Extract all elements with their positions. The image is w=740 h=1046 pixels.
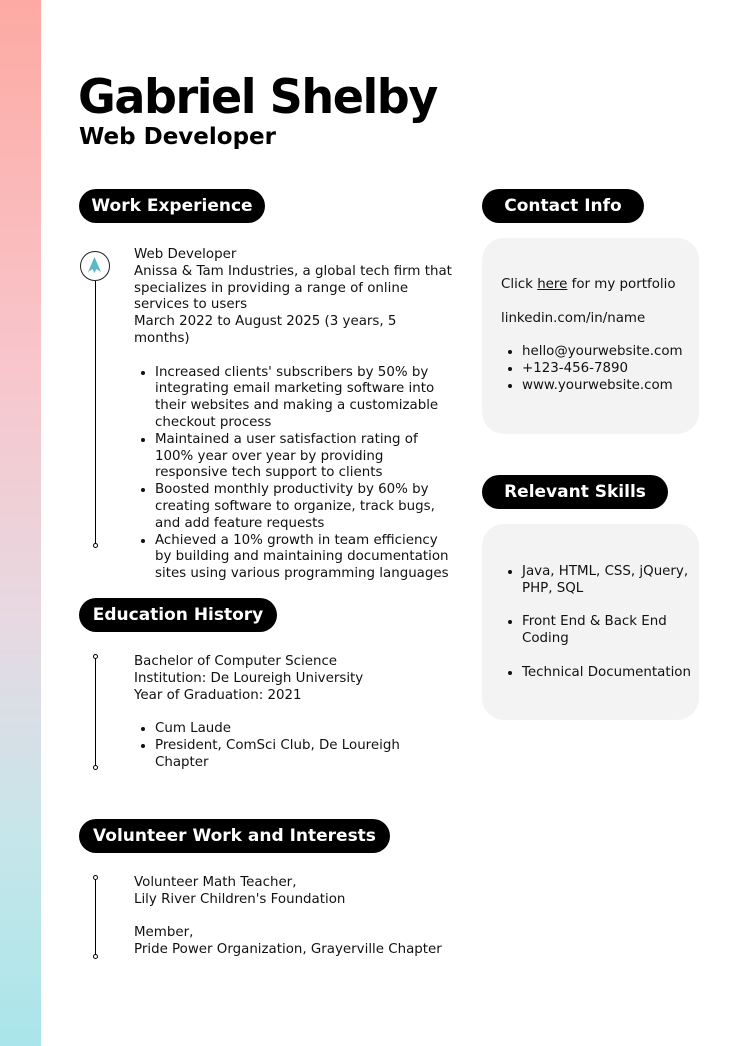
work-bullet: • Boosted monthly productivity by 60% by creating software to organize, track bugs, and add feature requests [155,482,454,532]
work-job-title: Web Developer [134,247,237,262]
contact-info-heading: Contact Info [482,189,644,223]
logo-icon [81,252,108,279]
portfolio-link[interactable]: here [537,277,568,292]
education-degree: Bachelor of Computer Science [134,654,338,669]
work-entry [134,247,454,583]
contact-website[interactable]: • www.yourwebsite.com [522,378,696,395]
volunteer-timeline-line [95,879,96,956]
volunteer-item-2-org: Pride Power Organization, Grayerville Chapter [134,942,442,958]
work-bullet: • Increased clients' subscribers by 50% by integrating email marketing software into their websites and making a customizable checkout process [155,365,454,432]
portfolio-suffix: for my portfolio [571,277,676,292]
education-bullets [134,721,444,771]
volunteer-timeline-end-dot [93,954,98,959]
education-institution: Institution: De Loureigh University [134,670,364,686]
linkedin-url[interactable]: linkedin.com/in/name [501,310,646,326]
work-dates: March 2022 to August 2025 (3 years, 5 months) [134,314,397,346]
skills-list-wrap [501,564,696,682]
contact-details [501,277,696,395]
education-timeline-line [95,658,96,767]
contact-email[interactable]: • hello@yourwebsite.com [522,344,696,361]
gradient-stripe [0,0,41,1046]
volunteer-item-2-role: Member, [134,925,194,941]
work-timeline-end-dot [93,543,98,548]
skills-card [482,524,699,720]
work-bullet: • Maintained a user satisfaction rating of 100% year over year by providing responsive tech support to clients [155,432,454,482]
contact-phone: • +123-456-7890 [522,361,696,378]
candidate-name: Gabriel Shelby [78,70,437,125]
skill-item: • Java, HTML, CSS, jQuery, PHP, SQL [522,564,696,598]
education-bullet: • President, ComSci Club, De Loureigh Chapter [155,738,405,772]
volunteer-item-1-role: Volunteer Math Teacher, [134,875,297,890]
volunteer-entries [134,875,454,959]
skill-item: • Front End & Back End Coding [522,614,696,648]
education-timeline-end-dot [93,765,98,770]
work-timeline-line [95,281,96,545]
volunteer-item-1-org: Lily River Children's Foundation [134,891,346,907]
portfolio-line [501,277,696,294]
volunteer-heading: Volunteer Work and Interests [79,819,390,853]
education-bullet: • Cum Laude [155,721,444,738]
skill-item: • Technical Documentation [522,665,696,682]
work-experience-heading: Work Experience [79,189,265,223]
contact-list [501,344,696,394]
education-entry [134,654,444,772]
portfolio-prefix: Click [501,277,533,292]
work-bullets [134,365,454,583]
logo-circle [80,251,110,281]
contact-card [482,238,699,434]
work-bullet: • Achieved a 10% growth in team efficiency by building and maintaining documentation sites using various programming languages [155,533,454,583]
skills-list [501,564,696,682]
education-history-heading: Education History [79,598,277,632]
relevant-skills-heading: Relevant Skills [482,475,668,509]
candidate-role: Web Developer [79,124,276,150]
education-year: Year of Graduation: 2021 [134,687,302,703]
work-company: Anissa & Tam Industries, a global tech firm that specializes in providing a range of online services to users [134,263,452,313]
